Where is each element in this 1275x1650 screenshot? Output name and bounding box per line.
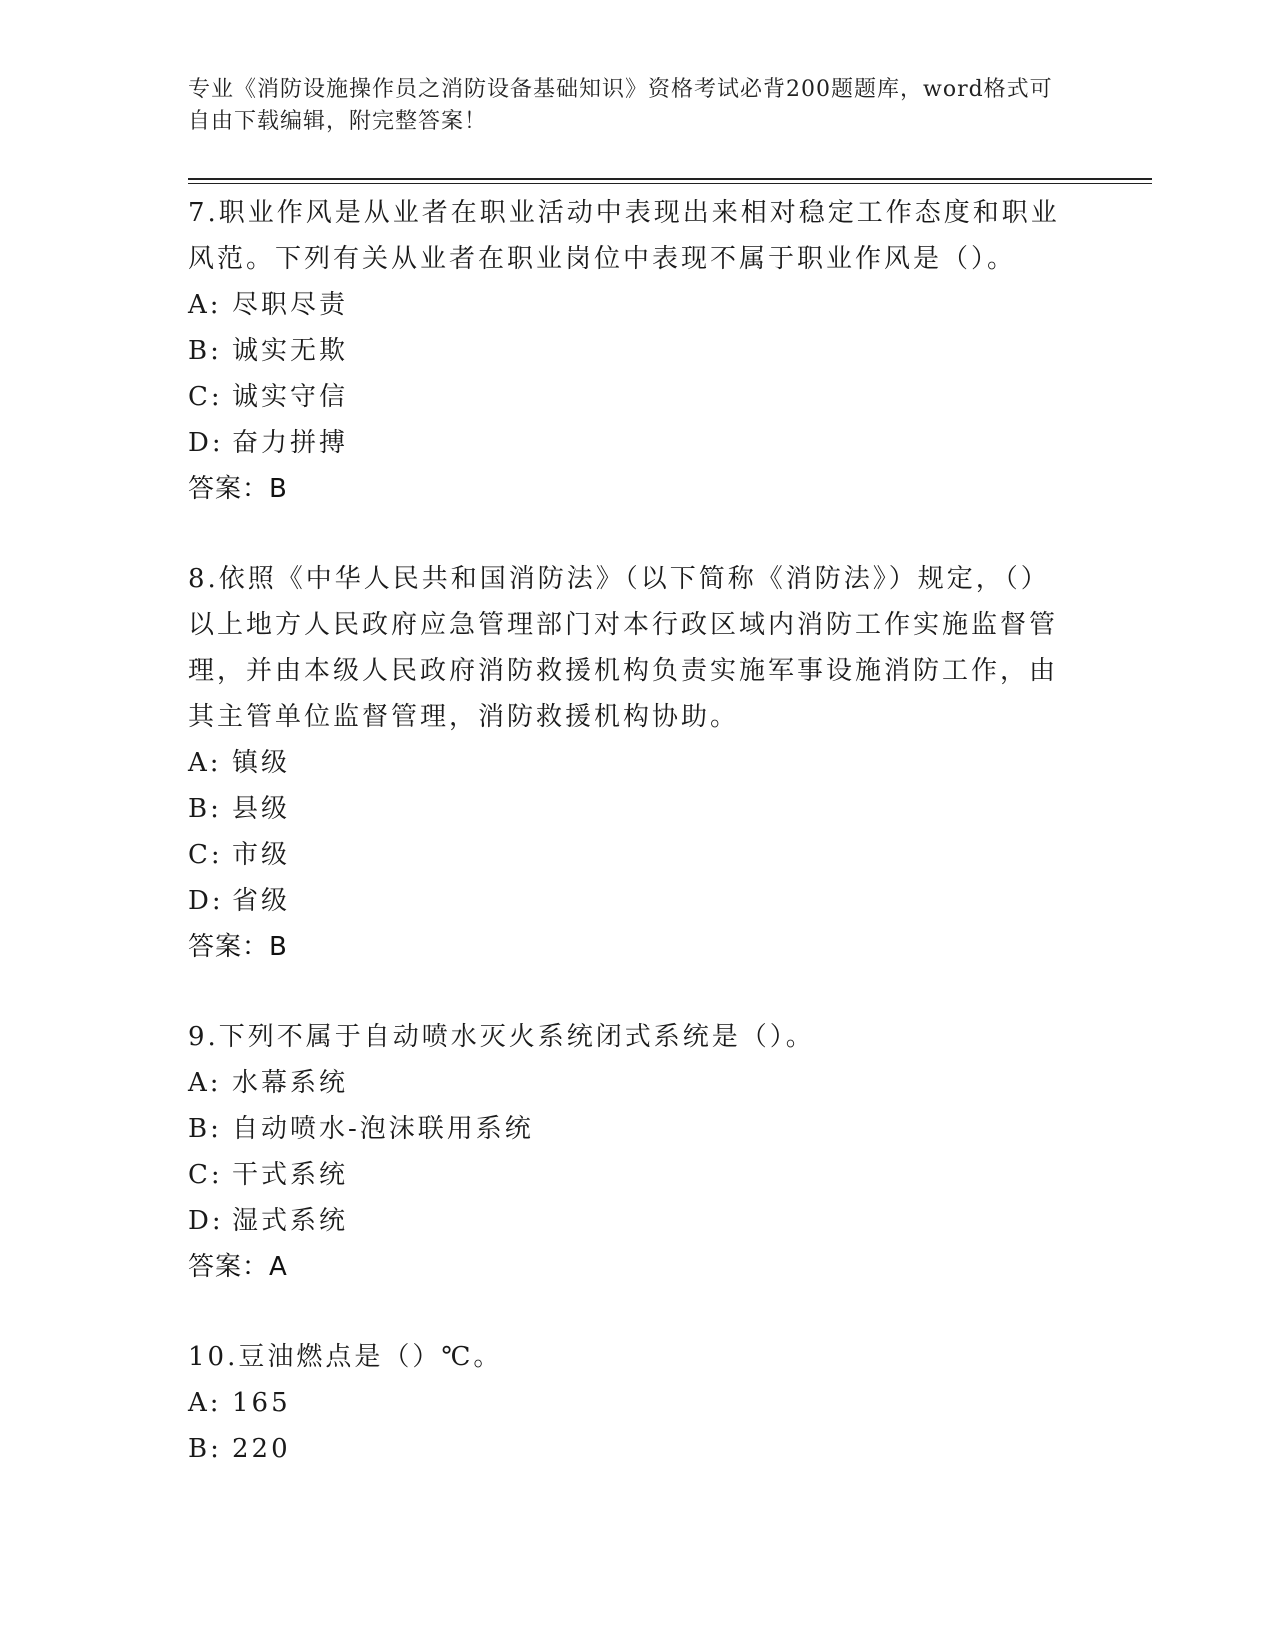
option-key: C: bbox=[188, 840, 223, 870]
option-text: 省级 bbox=[232, 886, 291, 916]
option-text: 自动喷水-泡沫联用系统 bbox=[232, 1114, 534, 1144]
document-header: 专业《消防设施操作员之消防设备基础知识》资格考试必背200题题库，word格式可自由下载编辑，附完整答案！ bbox=[188, 77, 1053, 134]
option-key: D: bbox=[188, 1206, 224, 1236]
question-10 bbox=[188, 1334, 1068, 1472]
option-a bbox=[188, 282, 1068, 328]
option-text: 165 bbox=[232, 1388, 291, 1418]
answer-line: 答案：A bbox=[188, 1252, 288, 1282]
question-stem: 7.职业作风是从业者在职业活动中表现出来相对稳定工作态度和职业风范。下列有关从业者在职业岗位中表现不属于职业作风是（）。 bbox=[188, 198, 1060, 274]
question-9 bbox=[188, 1014, 1068, 1290]
option-text: 尽职尽责 bbox=[232, 290, 349, 320]
question-list bbox=[188, 190, 1068, 1516]
option-key: D: bbox=[188, 886, 224, 916]
question-stem: 8.依照《中华人民共和国消防法》（以下简称《消防法》）规定，（）以上地方人民政府应急管理部门对本行政区域内消防工作实施监督管理，并由本级人民政府消防救援机构负责实施军事设施消防工作，由其主管单位监督管理，消防救援机构协助。 bbox=[188, 564, 1059, 732]
option-b bbox=[188, 786, 1068, 832]
option-key: B: bbox=[188, 1114, 222, 1144]
option-key: C: bbox=[188, 382, 223, 412]
option-key: A: bbox=[188, 1068, 222, 1098]
option-c bbox=[188, 374, 1068, 420]
option-d bbox=[188, 420, 1068, 466]
question-8 bbox=[188, 556, 1068, 970]
option-b bbox=[188, 1106, 1068, 1152]
option-text: 诚实守信 bbox=[232, 382, 349, 412]
option-d bbox=[188, 1198, 1068, 1244]
option-key: B: bbox=[188, 336, 222, 366]
option-text: 县级 bbox=[232, 794, 291, 824]
header-divider-thin bbox=[188, 183, 1152, 184]
option-text: 水幕系统 bbox=[232, 1068, 349, 1098]
option-text: 220 bbox=[232, 1434, 291, 1464]
answer-line: 答案：B bbox=[188, 474, 288, 504]
question-stem: 9.下列不属于自动喷水灭火系统闭式系统是（）。 bbox=[188, 1022, 815, 1052]
option-text: 奋力拼搏 bbox=[232, 428, 349, 458]
option-a bbox=[188, 1380, 1068, 1426]
header-divider-thick bbox=[188, 178, 1152, 180]
option-text: 湿式系统 bbox=[232, 1206, 349, 1236]
option-d bbox=[188, 878, 1068, 924]
option-c bbox=[188, 832, 1068, 878]
question-7 bbox=[188, 190, 1068, 512]
answer-line: 答案：B bbox=[188, 932, 288, 962]
option-text: 诚实无欺 bbox=[232, 336, 349, 366]
option-a bbox=[188, 1060, 1068, 1106]
option-key: A: bbox=[188, 1388, 222, 1418]
option-b bbox=[188, 1426, 1068, 1472]
option-a bbox=[188, 740, 1068, 786]
option-text: 干式系统 bbox=[232, 1160, 349, 1190]
option-key: C: bbox=[188, 1160, 223, 1190]
question-stem: 10.豆油燃点是（）℃。 bbox=[188, 1342, 503, 1372]
option-c bbox=[188, 1152, 1068, 1198]
option-text: 镇级 bbox=[232, 748, 291, 778]
option-b bbox=[188, 328, 1068, 374]
option-key: B: bbox=[188, 794, 222, 824]
option-key: B: bbox=[188, 1434, 222, 1464]
option-text: 市级 bbox=[232, 840, 291, 870]
option-key: D: bbox=[188, 428, 224, 458]
option-key: A: bbox=[188, 290, 222, 320]
option-key: A: bbox=[188, 748, 222, 778]
